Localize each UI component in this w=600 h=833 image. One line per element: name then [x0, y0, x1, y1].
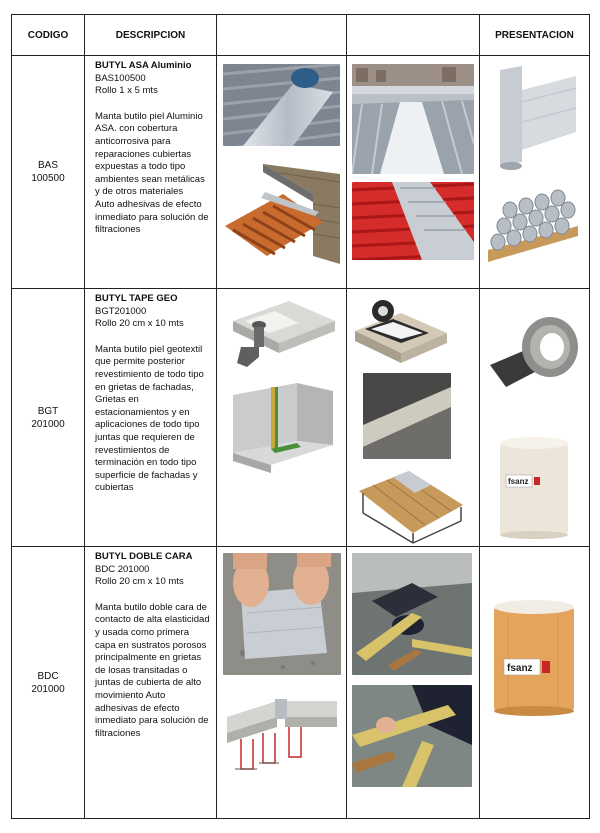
product-description: Manta butilo doble cara de contacto de alta elasticidad y usada como primera capa en sustratos porosos principalmente en grietas de losas transitadas o juntas de cubierta de alto movimiento Auto adhesivas de efecto inmediato para solución de filtraciones — [95, 601, 210, 739]
aluminum-roof-photo — [223, 64, 340, 146]
application-image-cell — [217, 547, 347, 819]
brand-label: fsanz — [507, 663, 533, 674]
table-row — [12, 56, 590, 289]
product-description-cell — [85, 547, 217, 819]
product-title: BUTYL DOBLE CARA — [95, 551, 193, 562]
header-description: DESCRIPCION — [85, 15, 217, 56]
header-row — [12, 15, 590, 56]
product-reference: BAS100500 — [95, 72, 146, 84]
product-roll-size: Rollo 1 x 5 mts — [95, 85, 158, 97]
product-description: Manta butilo piel Aluminio ASA. con cobertura anticorrosiva para reparaciones cubiertas expuestas a todo tipo ambientes sean metálicas y de otros materiales Auto adhesivas de efecto inmediato para solución de filtraciones — [95, 110, 209, 236]
product-code-cell — [12, 56, 85, 289]
stacked-rolls-photo — [484, 180, 582, 266]
flat-roof-photo — [352, 64, 474, 174]
product-title: BUTYL TAPE GEO — [95, 293, 178, 304]
product-reference: BGT201000 — [95, 305, 147, 317]
aluminum-roll-photo — [488, 62, 578, 172]
product-code-line1: BAS — [37, 160, 58, 171]
product-code-cell — [12, 289, 85, 547]
product-title: BUTYL ASA Aluminio — [95, 60, 192, 71]
red-roof-photo — [352, 182, 474, 260]
product-description-cell — [85, 289, 217, 547]
application-image-cell — [217, 289, 347, 547]
product-code-line2: 201000 — [31, 418, 65, 430]
product-reference: BDC 201000 — [95, 563, 150, 575]
application-image-cell — [347, 56, 480, 289]
header-presentation: PRESENTACION — [480, 15, 590, 56]
brand-label: fsanz — [508, 477, 529, 486]
table-row — [12, 289, 590, 547]
header-image-2 — [347, 15, 480, 56]
table-row — [12, 547, 590, 819]
product-description-cell — [85, 56, 217, 289]
header-image-1 — [217, 15, 347, 56]
product-code-line1: BDC — [37, 670, 59, 682]
product-table — [11, 14, 590, 819]
kneeling-worker-photo — [352, 553, 472, 675]
product-code-line2: 100500 — [31, 173, 65, 184]
product-roll-size: Rollo 20 cm x 10 mts — [95, 318, 184, 330]
header-code: CODIGO — [12, 15, 85, 56]
product-description: Manta butilo piel geotextil que permite posterior revestimiento de todo tipo en grietas de fachadas, Grietas en estacionamientos y en aplicaciones de todo tipo juntas que requieren de revestimientos de terminación en todo tipo superficie de fachadas y cubiertas — [95, 343, 204, 494]
product-roll-size: Rollo 20 cm x 10 mts — [95, 576, 184, 588]
wall-joint-illustration — [227, 381, 339, 479]
hands-tape-floor-photo — [352, 685, 472, 787]
product-code-line1: BGT — [37, 405, 59, 417]
drain-slab-illustration — [229, 297, 337, 369]
presentation-image-cell — [480, 56, 590, 289]
geo-drum-package-photo — [494, 435, 574, 539]
application-image-cell — [347, 289, 480, 547]
presentation-image-cell — [480, 289, 590, 547]
product-code-line2: 201000 — [31, 683, 65, 695]
presentation-image-cell — [480, 547, 590, 819]
tile-roof-illustration — [223, 164, 340, 264]
panel-roof-illustration — [353, 461, 469, 545]
hands-applying-tape-photo — [223, 553, 341, 675]
geo-tape-roll-photo — [486, 307, 582, 403]
application-image-cell — [217, 56, 347, 289]
application-image-cell — [347, 547, 480, 819]
geotextile-floor-photo — [363, 373, 451, 459]
tape-roll-slab-illustration — [353, 297, 449, 367]
product-code-cell — [12, 547, 85, 819]
doble-cara-drum-package-photo — [488, 597, 580, 717]
expansion-joint-illustration — [223, 695, 341, 781]
